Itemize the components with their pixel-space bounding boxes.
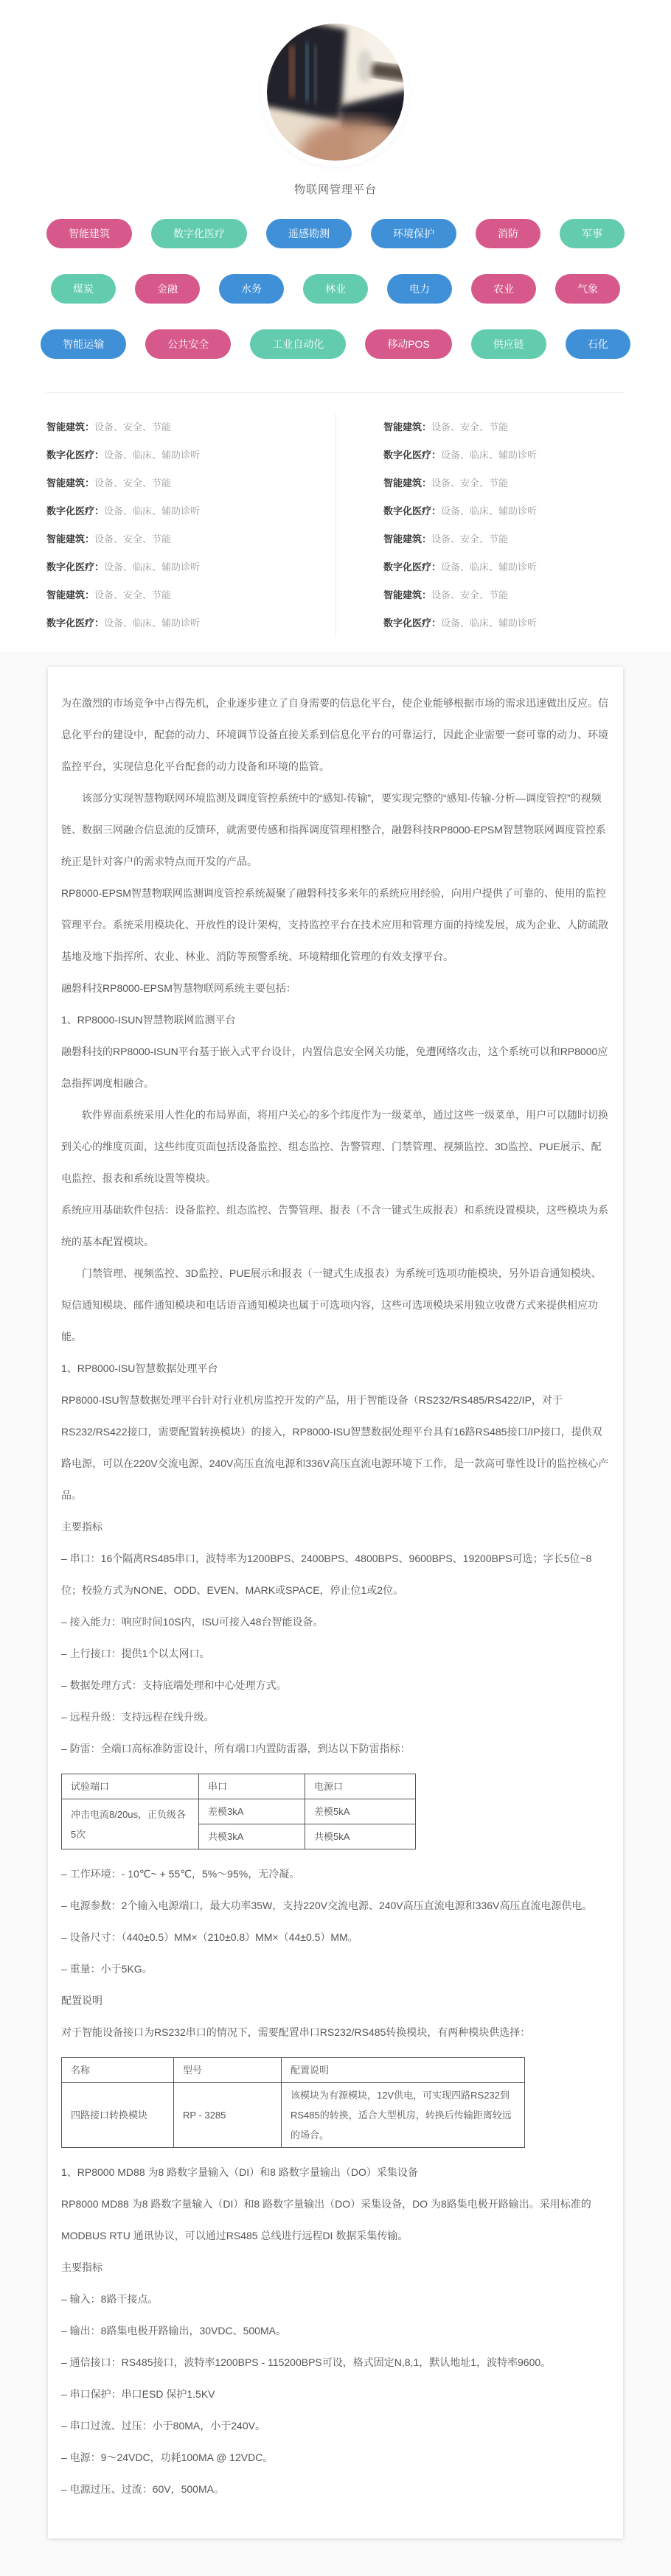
tag-pill[interactable]: 林业 [303,274,368,304]
feature-list [46,413,625,637]
feature-label: 智能建筑： [46,421,95,433]
converter-config-table [61,2057,525,2148]
section-divider [46,392,625,393]
feature-value: 设备、临床、辅助诊听 [104,617,201,629]
doc-paragraph: 为在激烈的市场竞争中占得先机，企业逐步建立了自身需要的信息化平台，使企业能够根据市场的需求迅速做出反应。信息化平台的建设中，配套的动力、环境调节设备直接关系到信息化平台的可靠运行，因此企业需要一套可靠的动力、环境监控平台，实现信息化平台配套的动力设备和环境的监管。 [61,697,608,772]
feature-col-right [336,413,625,637]
feature-item [46,525,336,553]
doc-bullet-item: – 数据处理方式：支持底端处理和中心处理方式。 [61,1679,287,1691]
profile-header [0,0,671,652]
table-cell: RP - 3285 [174,2083,282,2148]
feature-item [383,441,625,469]
feature-value: 设备、安全、节能 [431,589,509,601]
doc-paragraph: 融磐科技的RP8000-ISUN平台基于嵌入式平台设计，内置信息安全网关功能，免遭网络攻击，这个系统可以和RP8000应急指挥调度相融合。 [61,1046,608,1089]
doc-paragraph: 软件界面系统采用人性化的布局界面，将用户关心的多个纬度作为一级菜单，通过这些一级菜单，用户可以随时切换到关心的维度页面，这些纬度页面包括设备监控、组态监控、告警管理、门禁管理、视频监控、3D监控、PUE展示、配电监控、报表和系统设置等模块。 [61,1109,608,1184]
table-header-cell: 串口 [199,1774,305,1799]
doc-paragraph: RP8000 MD88 为8 路数字量输入（DI）和8 路数字量输出（DO）采集设备，DO 为8路集电极开路输出。采用标准的MODBUS RTU 通讯协议，可以通过RS485 总线进行远程DI 数据采集传输。 [61,2198,591,2241]
tag-pill[interactable]: 环境保护 [371,219,456,248]
table-cell: 共模5kA [305,1824,416,1849]
page-title: 物联网管理平台 [293,183,377,196]
doc-bullet-item: – 串口：16个隔离RS485串口，波特率为1200BPS、2400BPS、4800BPS、9600BPS、19200BPS可选；字长5位~8位；校验方式为NONE、ODD、EVEN、MARK或SPACE，停止位1或2位。 [61,1553,592,1596]
doc-bullet-item: – 电源参数：2个输入电源端口，最大功率35W，支持220V交流电源、240V高压直流电源和336V高压直流电源供电。 [61,1900,593,1911]
feature-label: 数字化医疗： [46,617,105,629]
tag-pill[interactable]: 遥感勘测 [266,219,352,248]
table-cell: 差模3kA [199,1799,305,1824]
feature-item [46,497,336,525]
feature-value: 设备、临床、辅助诊听 [441,617,538,629]
doc-bullet-item: – 接入能力：响应时间10S内，ISU可接入48台智能设备。 [61,1616,324,1628]
tag-pill[interactable]: 供应链 [471,329,546,359]
table-row [62,2083,525,2148]
feature-value: 设备、临床、辅助诊听 [104,561,201,573]
feature-label: 智能建筑： [383,533,432,545]
tag-pill[interactable]: 工业自动化 [250,329,346,359]
doc-bullet-item: – 电源过压、过流：60V，500MA。 [61,2483,224,2495]
tag-pill[interactable]: 数字化医疗 [151,219,247,248]
doc-bullet-item: – 通信接口：RS485接口，波特率1200BPS - 115200BPS可设，格式固定N,8,1，默认地址1，波特率9600。 [61,2356,552,2368]
feature-item [383,413,625,441]
table-header-cell: 电源口 [305,1774,416,1799]
doc-paragraph: 1、RP8000-ISU智慧数据处理平台 [61,1362,218,1374]
doc-paragraph: 1、RP8000-ISUN智慧物联网监测平台 [61,1014,236,1026]
feature-item [46,469,336,497]
table-row [62,1799,416,1824]
feature-item [46,581,336,609]
doc-bullet-item: – 上行接口：提供1个以太网口。 [61,1648,210,1659]
tag-pill[interactable]: 智能运输 [41,329,126,359]
feature-label: 智能建筑： [383,589,432,601]
feature-value: 设备、临床、辅助诊听 [104,449,201,461]
feature-item [46,441,336,469]
feature-item [46,609,336,637]
feature-item [383,469,625,497]
feature-label: 智能建筑： [46,589,95,601]
tag-pill[interactable]: 水务 [219,274,284,304]
tag-pill[interactable]: 军事 [560,219,625,248]
feature-value: 设备、临床、辅助诊听 [104,505,201,517]
doc-section-heading: 配置说明 [61,1995,102,2006]
tag-pill[interactable]: 农业 [471,274,536,304]
doc-paragraph: 门禁管理、视频监控、3D监控、PUE展示和报表（一键式生成报表）为系统可选项功能模块，另外语音通知模块、短信通知模块、邮件通知模块和电话语音通知模块也属于可选项内容，这些可选项模块采用独立收费方式来提供相应功能。 [61,1267,602,1343]
laptop-photo-image [267,24,404,161]
feature-value: 设备、临床、辅助诊听 [441,449,538,461]
doc-paragraph: RP8000-ISU智慧数据处理平台针对行业机房监控开发的产品，用于智能设备（RS232/RS485/RS422/IP，对于RS232/RS422接口，需要配置转换模块）的接入，RP8000-ISU智慧数据处理平台具有16路RS485接口/IP接口，提供双路电源，可以在220V交流电源、240V高压直流电源和336V高压直流电源环境下工作，是一款高可靠性设计的监控核心产品。 [61,1394,609,1501]
feature-value: 设备、安全、节能 [431,421,509,433]
feature-item [383,553,625,581]
doc-bullet-item: – 防雷：全端口高标准防雷设计，所有端口内置防雷器，到达以下防雷指标： [61,1743,411,1754]
doc-paragraph: 融磐科技RP8000-EPSM智慧物联网系统主要包括： [61,982,296,994]
doc-paragraph: 系统应用基础软件包括：设备监控、组态监控、告警管理、报表（不含一键式生成报表）和系统设置模块，这些模块为系统的基本配置模块。 [61,1204,608,1247]
feature-label: 数字化医疗： [383,561,442,573]
table-header-cell: 名称 [62,2058,174,2083]
feature-label: 数字化医疗： [383,449,442,461]
feature-value: 设备、安全、节能 [94,533,172,545]
feature-value: 设备、临床、辅助诊听 [441,561,538,573]
tag-pill[interactable]: 金融 [135,274,200,304]
feature-item [383,581,625,609]
tag-pill[interactable]: 移动POS [365,329,452,359]
feature-label: 数字化医疗： [46,449,105,461]
table-cell: 四路接口转换模块 [62,2083,174,2148]
tag-pill[interactable]: 电力 [387,274,452,304]
tag-pill[interactable]: 公共安全 [145,329,231,359]
feature-label: 数字化医疗： [46,561,105,573]
feature-value: 设备、安全、节能 [94,589,172,601]
feature-item [383,525,625,553]
tag-row [0,274,671,304]
tag-pill[interactable]: 气象 [555,274,620,304]
doc-bullet-item: – 串口过流、过压：小于80MA，小于240V。 [61,2420,265,2432]
doc-section-heading: 主要指标 [61,2261,102,2273]
doc-bullet-item: – 电源：9～24VDC，功耗100MA @ 12VDC。 [61,2451,274,2463]
feature-value: 设备、安全、节能 [94,421,172,433]
doc-bullet-item: – 重量：小于5KG。 [61,1963,153,1975]
feature-item [383,609,625,637]
platform-avatar [267,24,404,161]
doc-paragraph: 该部分实现智慧物联网环境监测及调度管控系统中的“感知-传输”，要实现完整的“感知-传输-分析—调度管控”的视频链、数据三网融合信息流的反馈环，就需要传感和指挥调度管理相整合，融磐科技RP8000-EPSM智慧物联网调度管控系统正是针对客户的需求特点而开发的产品。 [61,792,606,867]
feature-item [46,553,336,581]
doc-paragraph: 对于智能设备接口为RS232串口的情况下，需要配置串口RS232/RS485转换模块，有两种模块供选择： [61,2026,531,2038]
feature-value: 设备、安全、节能 [431,533,509,545]
doc-bullet-item: – 串口保护：串口ESD 保护1.5KV [61,2388,215,2400]
feature-value: 设备、临床、辅助诊听 [441,505,538,517]
doc-bullet-item: – 输入：8路干接点。 [61,2293,159,2305]
doc-section-heading: 主要指标 [61,1521,102,1533]
doc-bullet-item: – 设备尺寸：（440±0.5）MM×（210±0.8）MM×（44±0.5）MM。 [61,1931,358,1943]
product-document [48,667,623,2538]
tag-cloud [0,219,671,359]
feature-item [383,497,625,525]
doc-bullet-item: – 输出：8路集电极开路输出，30VDC、500MA。 [61,2325,286,2337]
table-cell: 差模5kA [305,1799,416,1824]
feature-label: 智能建筑： [383,421,432,433]
tag-row [0,329,671,359]
table-header-cell: 试验端口 [62,1774,199,1799]
feature-label: 数字化医疗： [383,617,442,629]
table-header-cell: 型号 [174,2058,282,2083]
doc-paragraph: RP8000-EPSM智慧物联网监测调度管控系统凝聚了融磐科技多来年的系统应用经验，向用户提供了可靠的、使用的监控管理平台。系统采用模块化、开放性的设计架构，支持监控平台在技术应用和管理方面的持续发展，成为企业、人防疏散基地及地下指挥所、农业、林业、消防等预警系统、环境精细化管理的有效支撑平台。 [61,887,608,962]
feature-col-left [46,413,336,637]
tag-pill[interactable]: 煤炭 [51,274,116,304]
table-cell: 该模块为有源模块，12V供电，可实现四路RS232到RS485的转换，适合大型机房，转换后传输距离较远的场合。 [282,2083,525,2148]
feature-label: 智能建筑： [383,477,432,489]
feature-value: 设备、安全、节能 [431,477,509,489]
doc-bullet-item: – 工作环境：- 10℃~ + 55℃，5%～95%，无冷凝。 [61,1868,300,1880]
tag-pill[interactable]: 智能建筑 [46,219,132,248]
table-cell: 冲击电流8/20us，正负级各5次 [62,1799,199,1849]
doc-bullet-item: – 远程升级：支持远程在线升级。 [61,1711,215,1723]
table-header-cell: 配置说明 [282,2058,525,2083]
feature-label: 智能建筑： [46,533,95,545]
table-cell: 共模3kA [199,1824,305,1849]
tag-pill[interactable]: 石化 [566,329,630,359]
feature-item [46,413,336,441]
feature-value: 设备、安全、节能 [94,477,172,489]
lightning-spec-table [61,1774,416,1849]
tag-row [0,219,671,248]
feature-label: 数字化医疗： [383,505,442,517]
doc-paragraph: 1、RP8000 MD88 为8 路数字量输入（DI）和8 路数字量输出（DO）采集设备 [61,2166,418,2178]
feature-label: 数字化医疗： [46,505,105,517]
tag-pill[interactable]: 消防 [476,219,540,248]
feature-label: 智能建筑： [46,477,95,489]
